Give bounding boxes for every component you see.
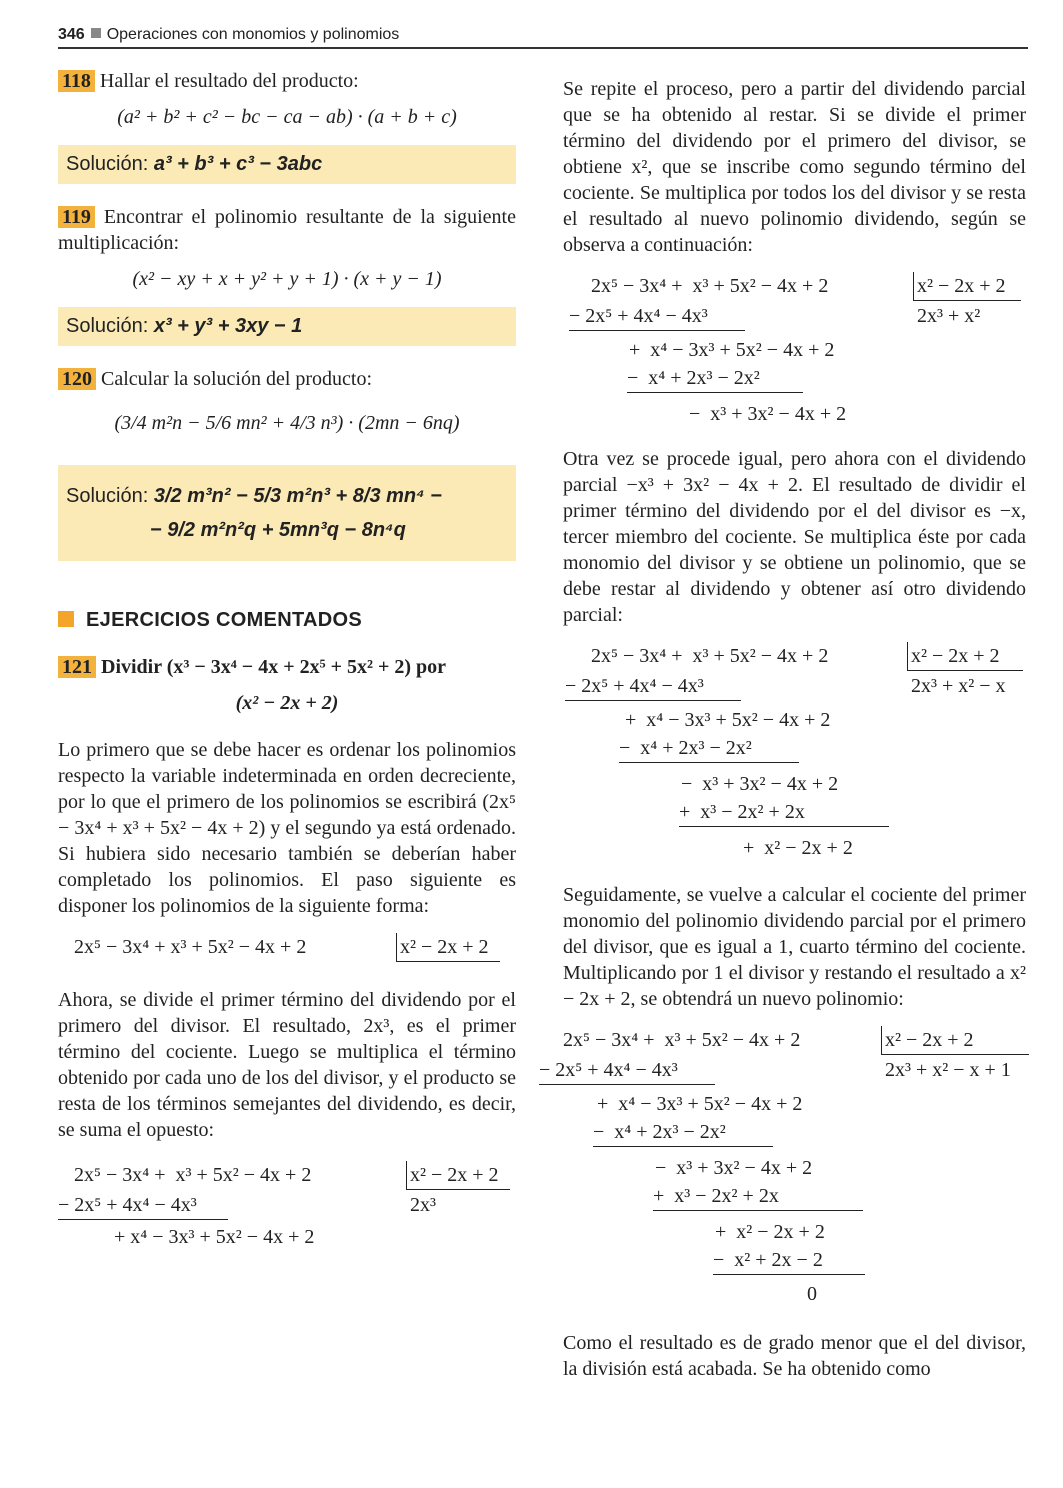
right-column <box>539 76 1026 1382</box>
dividend: 2x⁵ − 3x⁴ + x³ + 5x² − 4x + 2 <box>74 1164 312 1186</box>
solution-value: x³ + y³ + 3xy − 1 <box>153 315 303 337</box>
solution-box <box>58 465 516 561</box>
partial-dividend: + x⁴ − 3x³ + 5x² − 4x + 2 <box>114 1226 315 1248</box>
dividend: 2x⁵ − 3x⁴ + x³ + 5x² − 4x + 2 <box>563 1029 801 1051</box>
page-header <box>58 22 1028 46</box>
formula: (x² − xy + x + y² + y + 1) · (x + y − 1) <box>132 268 442 290</box>
solution-value: a³ + b³ + c³ − 3abc <box>153 153 323 175</box>
exercise-119 <box>58 204 516 256</box>
exercise-number: 120 <box>58 368 96 390</box>
partial-dividend: + x⁴ − 3x³ + 5x² − 4x + 2 <box>597 1093 803 1115</box>
division-layout <box>58 1161 516 1261</box>
subtrahend: − 2x⁵ + 4x⁴ − 4x³ <box>565 672 741 701</box>
solution-box <box>58 307 516 346</box>
header-rule <box>58 47 1028 49</box>
subtrahend: − x⁴ + 2x³ − 2x² <box>627 364 803 393</box>
divisor: x² − 2x + 2 <box>907 642 1023 671</box>
chapter-title: Operaciones con monomios y polinomios <box>106 26 400 43</box>
divisor: x² − 2x + 2 <box>396 933 500 962</box>
subtrahend: − 2x⁵ + 4x⁴ − 4x³ <box>569 302 745 331</box>
subtrahend: − x⁴ + 2x³ − 2x² <box>619 734 799 763</box>
partial-dividend: − x³ + 3x² − 4x + 2 <box>655 1157 813 1179</box>
remainder: 0 <box>807 1283 817 1305</box>
paragraph: Se repite el proceso, pero a partir del dividendo parcial que se ha obtenido al restar. Si se divide el primer término del dividendo por el primero del divisor, se obtiene x², que se inscribe como segundo término del cociente. Se multiplica por todos los del divisor y se resta el resultado al nuevo polinomio dividendo, según se observa a continuación: <box>563 78 1026 256</box>
formula: (a² + b² + c² − bc − ca − ab) · (a + b + c) <box>117 106 457 128</box>
subtrahend: + x³ − 2x² + 2x <box>679 798 889 827</box>
partial-dividend: + x⁴ − 3x³ + 5x² − 4x + 2 <box>625 709 831 731</box>
quotient: 2x³ <box>410 1194 436 1216</box>
quotient: 2x³ + x² − x + 1 <box>885 1059 1011 1081</box>
paragraph: Como el resultado es de grado menor que el del divisor, la división está acabada. Se ha obtenido como <box>563 1332 1026 1380</box>
partial-dividend: + x² − 2x + 2 <box>715 1221 825 1243</box>
solution-label: Solución: <box>66 153 149 175</box>
left-column <box>58 68 516 1275</box>
section-heading <box>58 609 516 632</box>
partial-dividend: + x⁴ − 3x³ + 5x² − 4x + 2 <box>629 339 835 361</box>
formula: (x² − 2x + 2) <box>235 692 339 714</box>
quotient: 2x³ + x² <box>917 305 981 327</box>
exercise-statement: Dividir (x³ − 3x⁴ − 4x + 2x⁵ + 5x² + 2) por <box>101 656 447 678</box>
partial-dividend: + x² − 2x + 2 <box>743 837 853 859</box>
exercise-number: 119 <box>58 206 95 228</box>
exercise-118 <box>58 68 516 94</box>
solution-label: Solución: <box>66 315 149 337</box>
page-number: 346 <box>58 26 85 43</box>
exercise-statement: Encontrar el polinomio resultante de la siguiente multiplicación: <box>58 206 516 254</box>
solution-label: Solución: <box>66 485 149 507</box>
paragraph: Otra vez se procede igual, pero ahora con el dividendo parcial −x³ + 3x² − 4x + 2. El resultado de dividir el primer término del dividendo por el del divisor es −x, tercer miembro del cociente. Se multiplica éste por cada monomio del divisor y se obtiene un polinomio, que se debe restar al dividendo y obtener así otro dividendo parcial: <box>563 448 1026 626</box>
division-layout <box>563 642 1026 868</box>
exercise-statement: Hallar el resultado del producto: <box>99 70 359 92</box>
exercise-statement: Calcular la solución del producto: <box>101 368 373 390</box>
solution-box <box>58 145 516 184</box>
paragraph: Lo primero que se debe hacer es ordenar los polinomios respecto la variable indeterminada en orden decreciente, por lo que el primero de los polinomios se escribirá (2x⁵ − 3x⁴ + x³ + 5x² − 4x + 2) y el segundo ya está ordenado. Si hubiera sido necesario también se deberían haber completado los polinomios. El paso siguiente es disponer los polinomios de la siguiente forma: <box>58 739 516 917</box>
orange-square-icon <box>58 611 74 627</box>
subtrahend: − x⁴ + 2x³ − 2x² <box>593 1118 773 1147</box>
dividend: 2x⁵ − 3x⁴ + x³ + 5x² − 4x + 2 <box>591 275 829 297</box>
header-square-icon <box>91 28 101 38</box>
section-title: EJERCICIOS COMENTADOS <box>86 609 362 631</box>
exercise-121 <box>58 654 516 680</box>
paragraph: Ahora, se divide el primer término del dividendo por el primero del divisor. El resultado, 2x³, es el primer término del cociente. Luego se multiplica el término obtenido por cada uno de los del divisor, y el producto se resta de los términos semejantes del dividendo, es decir, se suma el opuesto: <box>58 989 516 1141</box>
divisor: x² − 2x + 2 <box>881 1026 1029 1055</box>
subtrahend: − 2x⁵ + 4x⁴ − 4x³ <box>539 1056 715 1085</box>
exercise-number: 121 <box>58 656 96 678</box>
partial-dividend: − x³ + 3x² − 4x + 2 <box>681 773 839 795</box>
dividend: 2x⁵ − 3x⁴ + x³ + 5x² − 4x + 2 <box>74 936 307 958</box>
solution-value-line2: − 9/2 m²n²q + 5mn³q − 8n⁴q <box>150 519 406 541</box>
paragraph: Seguidamente, se vuelve a calcular el cociente del primer monomio del polinomio dividendo parcial por el primero del divisor, que es igual a 1, cuarto término del cociente. Multiplicando por 1 el divisor y restando el resultado a x² − 2x + 2, se obtendrá un nuevo polinomio: <box>563 884 1026 1010</box>
exercise-120 <box>58 366 516 392</box>
division-layout <box>58 933 516 973</box>
subtrahend: − 2x⁵ + 4x⁴ − 4x³ <box>58 1191 228 1220</box>
divisor: x² − 2x + 2 <box>406 1161 510 1190</box>
subtrahend: + x³ − 2x² + 2x <box>653 1182 863 1211</box>
solution-value-line1: 3/2 m³n² − 5/3 m²n³ + 8/3 mn⁴ − <box>153 485 442 507</box>
formula: (3/4 m²n − 5/6 mn² + 4/3 n³) · (2mn − 6nq) <box>114 412 460 434</box>
dividend: 2x⁵ − 3x⁴ + x³ + 5x² − 4x + 2 <box>591 645 829 667</box>
division-layout <box>539 1026 1026 1316</box>
exercise-number: 118 <box>58 70 95 92</box>
quotient: 2x³ + x² − x <box>911 675 1006 697</box>
subtrahend: − x² + 2x − 2 <box>713 1246 865 1275</box>
divisor: x² − 2x + 2 <box>913 272 1021 301</box>
division-layout <box>563 272 1026 432</box>
partial-dividend: − x³ + 3x² − 4x + 2 <box>689 403 847 425</box>
